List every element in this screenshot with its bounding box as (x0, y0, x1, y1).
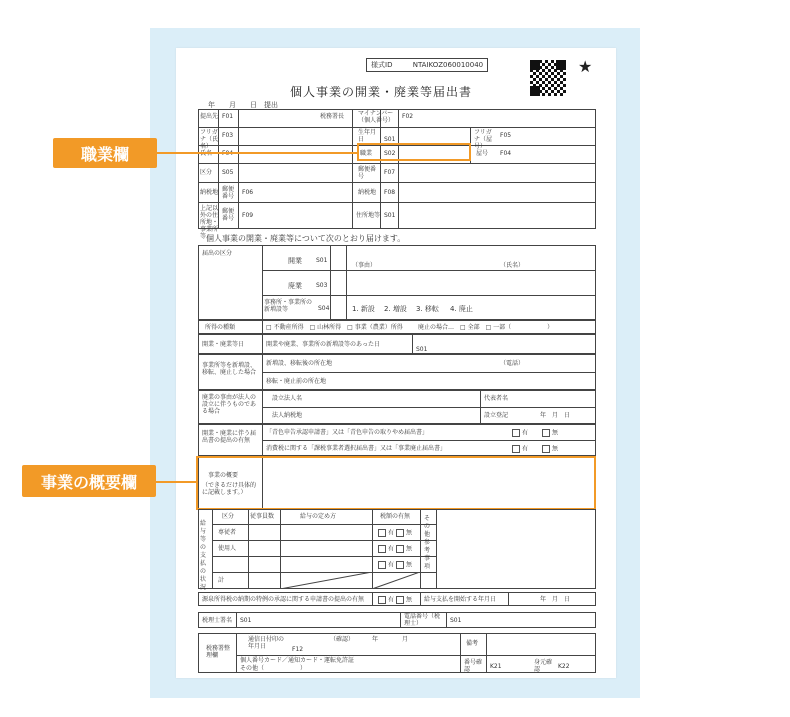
kaigyo-opt-open: 開業 (288, 257, 302, 265)
jigyosho-label: 事業所等を新増設、移転、廃止した場合 (202, 362, 257, 376)
code-f08: F08 (384, 189, 396, 196)
kyuyo-h-method: 給与の定め方 (300, 513, 337, 520)
checkbox[interactable] (542, 445, 550, 453)
form-title: 個人事業の開業・廃業等届出書 (290, 85, 473, 99)
kaigyo-new: 1. 新設 (352, 305, 375, 313)
star-mark: ★ (578, 57, 593, 76)
kyuyo-other: その他参考事項 (424, 515, 431, 570)
label-other-address: 上記以外の住所地・事業所等 (200, 205, 219, 240)
kyuyo-r-shiyonin: 使用人 (218, 545, 237, 552)
checkbox[interactable] (378, 529, 386, 537)
no-label: 無 (406, 561, 413, 569)
office-code-f12: F12 (292, 646, 304, 653)
kyuyo-h-tax: 税額の有無 (380, 513, 411, 520)
qr-code (530, 60, 566, 96)
kaigyo-code3: S04 (318, 305, 330, 312)
yes-label: 有 (522, 445, 529, 453)
zeirishi-row (198, 612, 596, 628)
yes-label: 有 (388, 529, 395, 537)
kaigyo-opt-office: 事務所・事業所の新増設等 (264, 299, 313, 313)
shokugyo-leader (156, 152, 357, 154)
checkbox[interactable] (396, 529, 404, 537)
kyuyo-label: 給与等の支払の状況 (200, 520, 207, 591)
no-label: 無 (406, 596, 413, 604)
gaiyo-label: 事業の概要 (208, 472, 239, 479)
kaigyo-opt-close: 廃業 (288, 282, 302, 290)
shinkoku-shohizei: 消費税に関する「課税事業者選択届出書」又は「事業廃止届出書」 (266, 445, 447, 452)
form-id-label: 様式ID (371, 61, 393, 69)
code-s01b: S01 (384, 212, 396, 219)
yes-label: 有 (522, 429, 529, 437)
office-id-card: 個人番号カード／通知カード・運転免許証 (240, 657, 355, 664)
label-nozeichi: 納税地 (200, 189, 219, 196)
label-tax-office: 税務署長 (320, 113, 345, 120)
gaiyo-leader (156, 481, 196, 483)
checkbox[interactable] (378, 545, 386, 553)
kyuyo-r-senju: 専従者 (218, 529, 237, 536)
code-f03: F03 (222, 132, 234, 139)
office-date-stamp: 通信日付印の年月日 (248, 636, 285, 650)
label-furigana-yago: フリガナ（屋号） (474, 129, 493, 150)
yes-label: 有 (388, 545, 395, 553)
yes-label: 有 (388, 561, 395, 569)
kyuyo-r-total: 計 (218, 577, 225, 584)
no-label: 無 (552, 445, 559, 453)
section-line: 個人事業の開業・廃業等について次のとおり届けます。 (206, 234, 406, 243)
zeirishi-code: S01 (240, 617, 252, 624)
gaiyo-sub: （できるだけ具体的に記載します。） (202, 482, 257, 496)
code-s05: S05 (222, 169, 234, 176)
kaigyo-move: 3. 移転 (416, 305, 439, 313)
code-f04b: F04 (500, 150, 512, 157)
kaigyo-code2: S03 (316, 282, 328, 289)
kyuyo-h-kubun: 区分 (222, 513, 235, 520)
kyuyo-h-count: 従事員数 (250, 513, 275, 520)
jigyosho-new-loc: 新増設、移転後の所在地 (266, 360, 333, 367)
jigyosho-phone: （電話） (500, 360, 525, 367)
jigyosho-old-loc: 移転・廃止前の所在地 (266, 378, 327, 385)
zeirishi-tel-code: S01 (450, 617, 462, 624)
office-k21: K21 (490, 663, 502, 670)
label-furigana-name: フリガナ（氏名） (200, 129, 219, 150)
kaigyo-date-code: S01 (416, 346, 428, 353)
code-f01: F01 (222, 113, 234, 120)
code-f06: F06 (242, 189, 254, 196)
hojin-tax-place: 法人納税地 (272, 412, 303, 419)
office-year: 年 (372, 636, 379, 643)
kaigyo-expand: 2. 増設 (384, 305, 407, 313)
gensen-pay: 給与支払を開始する年月日 (424, 596, 497, 603)
date-line: 年 月 日 提出 (208, 101, 278, 109)
kaigyo-reason-name: （氏名） (500, 262, 525, 269)
gensen-label: 源泉所得税の納期の特例の承認に関する申請書の提出の有無 (202, 596, 365, 603)
kaigyo-date-row (198, 334, 596, 354)
checkbox[interactable] (396, 545, 404, 553)
hojin-label: 廃業の事由が法人の設立に伴うものである場合 (202, 394, 257, 415)
label-yago: 屋号 (476, 150, 489, 157)
kaigyo-code1: S01 (316, 257, 328, 264)
label-mynumber: マイナンバー（個人番号） (358, 110, 395, 124)
callout-gaiyo: 事業の概要欄 (22, 465, 156, 497)
label-postal2: 郵便番号 (222, 186, 235, 200)
callout-shokugyo: 職業欄 (53, 138, 157, 168)
checkbox[interactable] (396, 561, 404, 569)
label-occupation: 職業 (360, 150, 373, 157)
shotoku-haigyo: 廃止の場合… □ 全部 □ 一部（ ） (418, 324, 554, 331)
checkbox[interactable] (396, 596, 404, 604)
code-s02: S02 (384, 150, 396, 157)
label-birthdate: 生年月日 (358, 129, 377, 143)
kaigyo-date-desc: 開業や廃業、事業所の新増設等のあった日 (266, 341, 380, 348)
form-id-box (366, 58, 488, 72)
code-s01: S01 (384, 136, 396, 143)
zeirishi-tel: 電話番号（税理士） (404, 613, 441, 627)
shinkoku-aoiro: 「青色申告承認申請書」又は「青色申告の取りやめ届出書」 (266, 429, 429, 436)
label-submit-to: 提出先 (200, 113, 219, 120)
kaigyo-date-label: 開業・廃業等日 (202, 341, 245, 348)
code-f09: F09 (242, 212, 254, 219)
hojin-rep: 代表者名 (484, 395, 509, 402)
label-kubun: 区分 (200, 169, 213, 176)
office-bango: 番号確認 (464, 659, 483, 673)
office-label: 税務署整理欄 (206, 645, 231, 659)
office-month: 月 (402, 636, 409, 643)
label-address: 住所地等 (356, 212, 381, 219)
shotoku-label: 所得の種類 (205, 324, 236, 331)
yes-label: 有 (388, 596, 395, 604)
form-id-value: NTAIKOZ060010040 (412, 61, 484, 69)
office-other: その他（ ） (240, 665, 307, 672)
shotoku-options: □ 不動産所得 □ 山林所得 □ 事業（農業）所得 (266, 324, 403, 331)
checkbox[interactable] (542, 429, 550, 437)
gensen-ymd: 年 月 日 (540, 596, 571, 603)
checkbox[interactable] (378, 561, 386, 569)
code-f02: F02 (402, 113, 414, 120)
no-label: 無 (552, 429, 559, 437)
office-mimoto: 身元確認 (534, 659, 553, 673)
kyuyo-total-slash (280, 572, 420, 589)
gaiyo-highlight (196, 456, 596, 510)
no-label: 無 (406, 545, 413, 553)
code-f05: F05 (500, 132, 512, 139)
checkbox[interactable] (378, 596, 386, 604)
shinkoku-label: 開業・廃業に伴う届出書の提出の有無 (202, 430, 257, 444)
hojin-reg-date: 年 月 日 (540, 412, 571, 419)
office-confirm: （確認） (330, 636, 355, 643)
label-postal3: 郵便番号 (222, 208, 235, 222)
checkbox[interactable] (512, 445, 520, 453)
no-label: 無 (406, 529, 413, 537)
checkbox[interactable] (512, 429, 520, 437)
office-biko: 備考 (466, 640, 479, 647)
kaigyo-heading: 届出の区分 (202, 250, 233, 257)
hojin-corp-name: 設立法人名 (272, 395, 303, 402)
zeirishi-label: 税理士署名 (202, 617, 233, 624)
hojin-reg: 設立登記 (484, 412, 509, 419)
office-k22: K22 (558, 663, 570, 670)
label-postal: 郵便番号 (358, 166, 377, 180)
kaigyo-reason: （事由） (352, 262, 377, 269)
label-nozeichi2: 納税地 (358, 189, 377, 196)
shokugyo-highlight (357, 143, 471, 161)
kaigyo-abolish: 4. 廃止 (450, 305, 473, 313)
code-f07: F07 (384, 169, 396, 176)
